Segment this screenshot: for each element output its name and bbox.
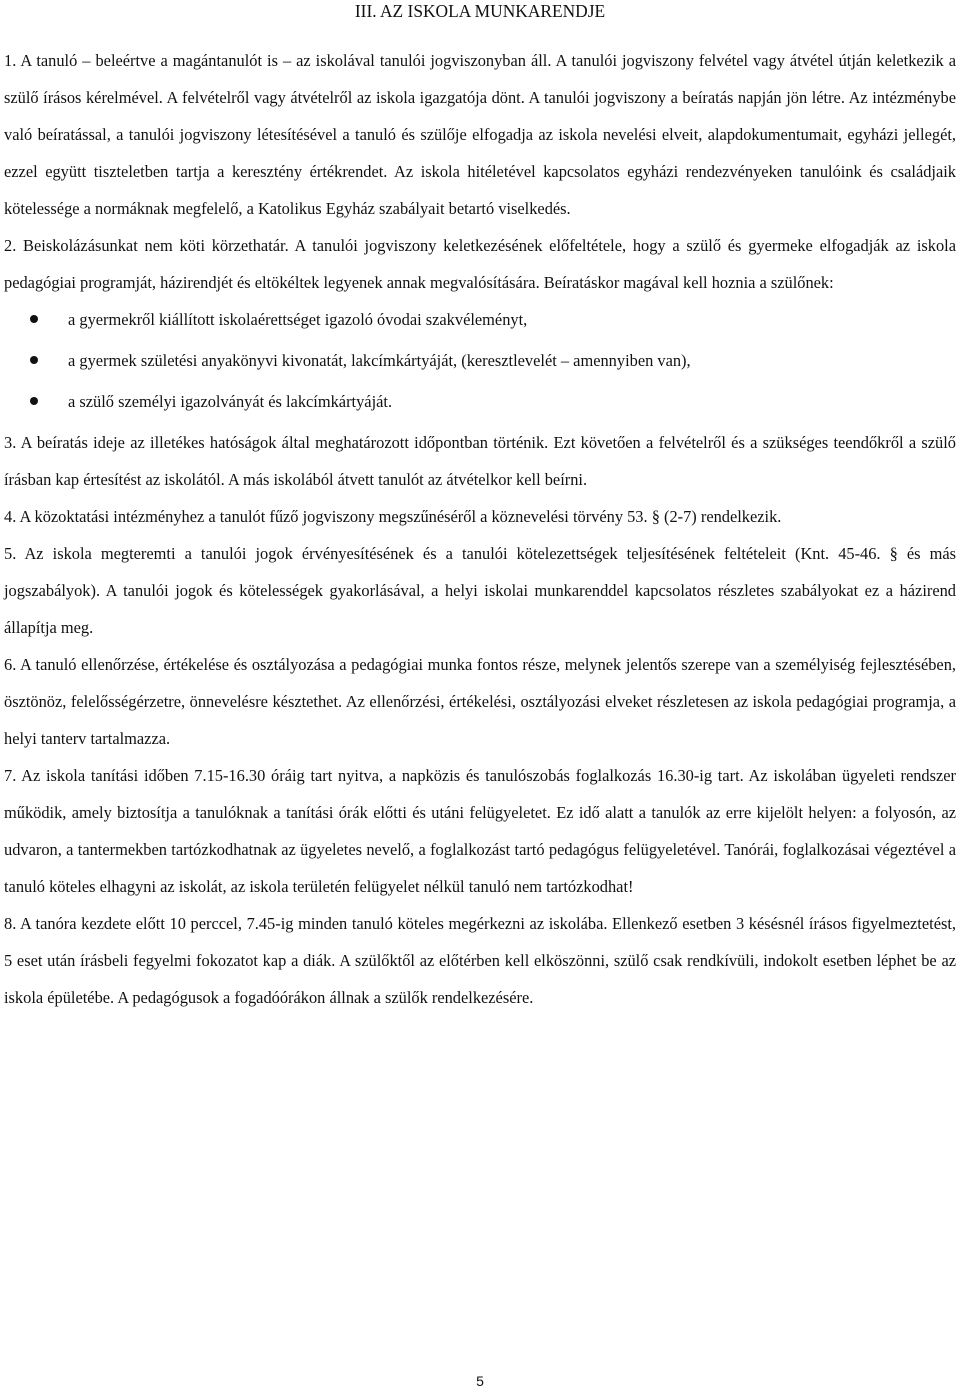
list-item-text: a gyermekről kiállított iskolaérettséget igazoló óvodai szakvéleményt, (68, 310, 528, 329)
paragraph-5: 5. Az iskola megteremti a tanulói jogok érvényesítésének és a tanulói kötelezettségek teljesítésének feltételeit (Knt. 45-46. § és más jogszabályok). A tanulói jogok és kötelességek gyakorlásával, a helyi iskolai munkarenddel kapcsolatos részletes szabályokat ez a házirend állapítja meg. (4, 544, 956, 637)
paragraph-6: 6. A tanuló ellenőrzése, értékelése és osztályozása a pedagógiai munka fontos része, melynek jelentős szerepe van a személyiség fejlesztésében, ösztönöz, felelősségérzetre, önnevelésre késztethet. Az ellenőrzési, értékelési, osztályozási elveket részletesen az iskola pedagógiai programja, a helyi tanterv tartalmazza. (4, 655, 956, 748)
list-item (4, 383, 956, 420)
list-item-text: a gyermek születési anyakönyvi kivonatát, lakcímkártyáját, (keresztlevelét – amennyiben van), (68, 351, 691, 370)
list-item (4, 342, 956, 379)
bullet-icon (30, 356, 38, 364)
paragraph-3: 3. A beíratás ideje az illetékes hatóságok által meghatározott időpontban történik. Ezt követően a felvételről és a szükséges teendőkről a szülő írásban kap értesítést az iskolától. A más iskolából átvett tanulót az átvételkor kell beírni. (4, 433, 956, 489)
list-item (4, 301, 956, 338)
required-documents-list (4, 301, 956, 420)
section-heading: III. AZ ISKOLA MUNKARENDJE (354, 1, 606, 21)
paragraph-1: 1. A tanuló – beleértve a magántanulót is – az iskolával tanulói jogviszonyban áll. A tanulói jogviszony felvétel vagy átvétel útján keletkezik a szülő írásos kérelmével. A felvételről vagy átvételről az iskola igazgatója dönt. A tanulói jogviszony a beíratás napján jön létre. Az intézménybe való beíratással, a tanulói jogviszony létesítésével a tanuló és szülője elfogadja az iskola nevelési elveit, alapdokumentumait, egyházi jellegét, ezzel együtt tiszteletben tartja a keresztény értékrendet. Az iskola hitéletével kapcsolatos egyházi rendezvényeken tanulóink és családjaik kötelessége a normáknak megfelelő, a Katolikus Egyház szabályait betartó viselkedés. (4, 51, 956, 218)
paragraph-2: 2. Beiskolázásunkat nem köti körzethatár. A tanulói jogviszony keletkezésének előfeltétele, hogy a szülő és gyermeke elfogadják az iskola pedagógiai programját, házirendjét és eltökéltek legyenek annak megvalósítására. Beíratáskor magával kell hoznia a szülőnek: (4, 236, 956, 292)
bullet-icon (30, 397, 38, 405)
list-item-text: a szülő személyi igazolványát és lakcímkártyáját. (68, 392, 393, 411)
paragraph-4: 4. A közoktatási intézményhez a tanulót fűző jogviszony megszűnéséről a köznevelési törvény 53. § (2-7) rendelkezik. (4, 507, 782, 526)
bullet-icon (30, 315, 38, 323)
page-number: 5 (476, 1373, 484, 1389)
paragraph-7: 7. Az iskola tanítási időben 7.15-16.30 óráig tart nyitva, a napközis és tanulószobás foglalkozás 16.30-ig tart. Az iskolában ügyeleti rendszer működik, amely biztosítja a tanulóknak a tanítási órák előtti és utáni felügyeletet. Ez idő alatt a tanulók az erre kijelölt helyen: a folyosón, az udvaron, a tantermekben tartózkodhatnak az ügyeletes nevelő, a foglalkozást tartó pedagógus felügyeletével. Tanórái, foglalkozásai végeztével a tanuló köteles elhagyni az iskolát, az iskola területén felügyelet nélkül tanuló nem tartózkodhat! (4, 766, 956, 896)
paragraph-8: 8. A tanóra kezdete előtt 10 perccel, 7.45-ig minden tanuló köteles megérkezni az iskolába. Ellenkező esetben 3 késésnél írásos figyelmeztetést, 5 eset után írásbeli fegyelmi fokozatot kap a diák. A szülőktől az előtérben kell elköszönni, szülő csak rendkívüli, indokolt esetben léphet be az iskola épületébe. A pedagógusok a fogadóórákon állnak a szülők rendelkezésére. (4, 914, 956, 1007)
